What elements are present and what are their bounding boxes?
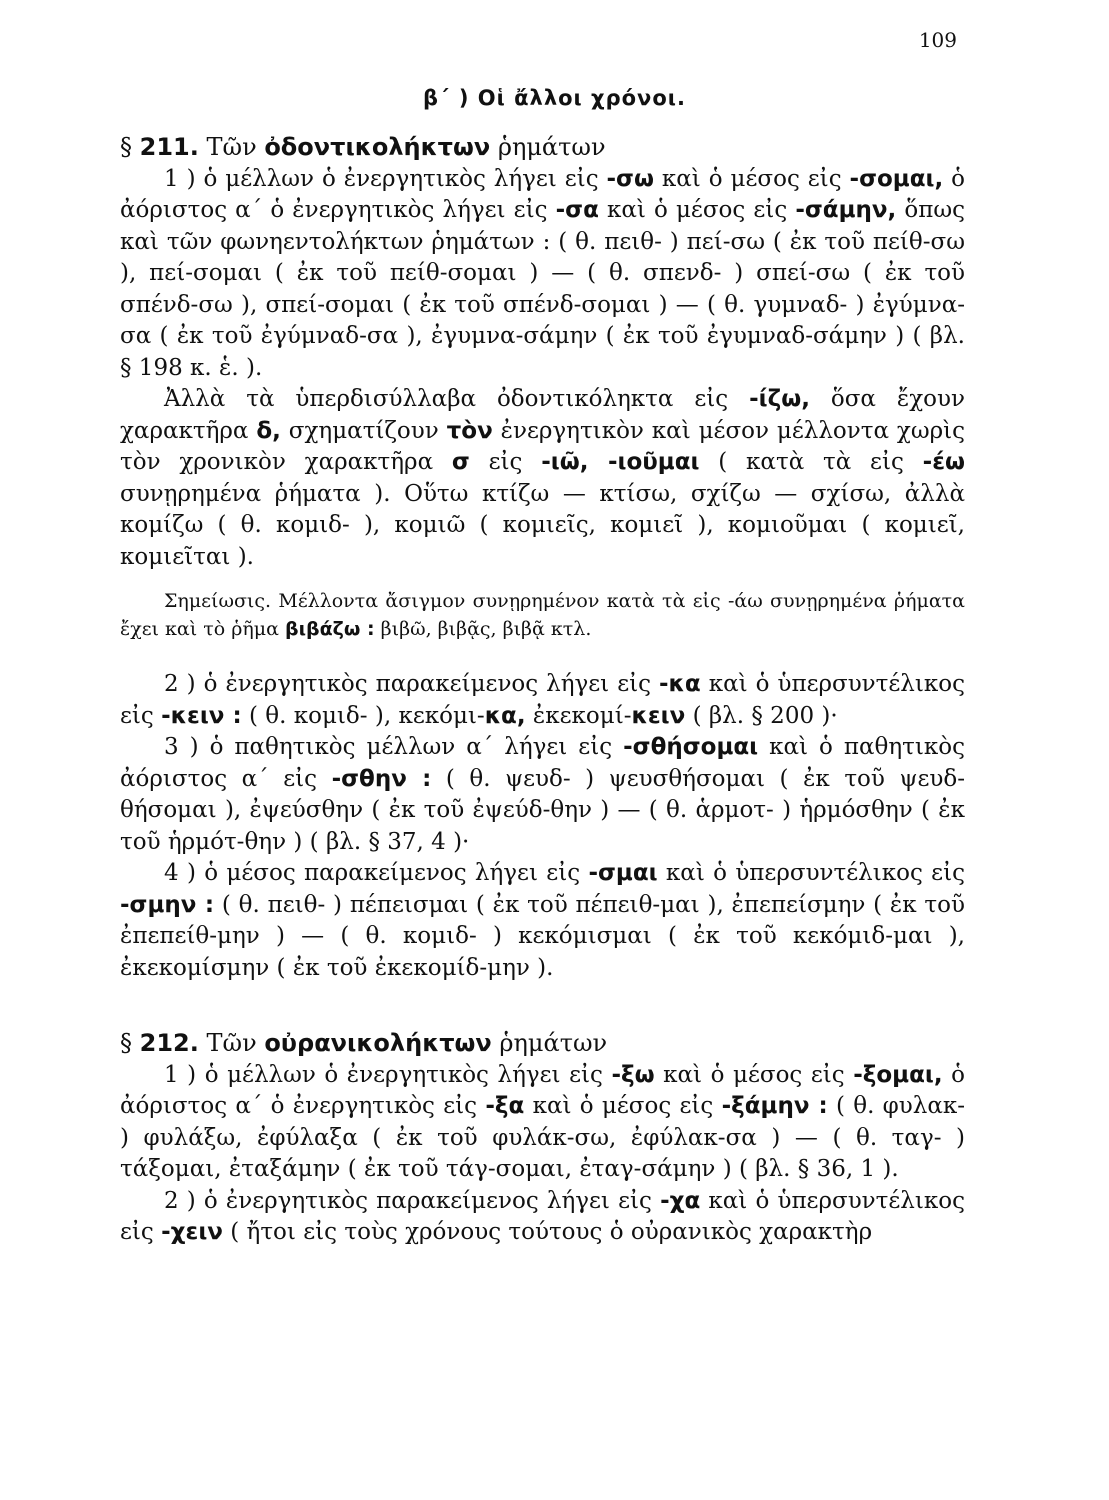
text-run: Ἀλλὰ τὰ ὑπερδισύλλαβα ὀδοντικόληκτα εἰς [164,386,750,412]
bold-term: κα, [484,702,526,729]
text-run: συνῃρημένα ῥήματα ). Οὕτω κτίζω — κτίσω, σχίζω — σχίσω, ἀλλὰ κομίζω ( θ. κομιδ- ), κομιῶ ( κομιεῖς, κομιεῖ ), κομιοῦμαι ( κομιεῖ, κομιεῖται ). [120,480,965,570]
bold-term: -σμην : [120,891,215,918]
bold-term: -σθήσομαι [623,734,759,760]
section-211-exception [120,384,965,573]
text-run: καὶ ὁ μέσος εἰς [598,197,796,223]
section-gap [120,984,965,1028]
text-run: Σημείωσις. Μέλλοντα ἄσιγμον συνῃρημένον κατὰ τὰ εἰς -άω συνῃρημένα ῥήματα ἔχει καὶ τὸ ῥῆμα [120,590,965,640]
bold-term: -σω [606,165,654,192]
text-run: βιβῶ, βιβᾷς, βιβᾷ κτλ. [374,618,592,640]
text-run: καὶ ὁ μέσος εἰς [654,1061,854,1088]
section-title-pre: Τῶν [206,1029,257,1057]
bold-term: -κειν : [161,702,242,729]
section-211-note [120,587,965,643]
text-run: ὁ ἀόριστος α´ ὁ ἐνεργητικὸς εἰς [120,1061,965,1119]
text-run: ( θ. φυλακ- ) φυλάξω, ἐφύλαξα ( ἐκ τοῦ φυλάκ-σω, ἐφύλακ-σα ) — ( θ. ταγ- ) τάξομαι, ἐταξάμην ( ἐκ τοῦ τάγ-σομαι, ἐταγ-σάμην ) ( βλ. § 36, 1 ). [120,1093,966,1182]
section-sign: § [120,133,132,161]
bold-term: δ, [256,417,281,444]
bold-term: -χειν [161,1219,223,1245]
bold-term: -ξομαι, [853,1061,943,1088]
bold-term: τὸν [446,417,493,444]
text-run: 2 ) ὁ ἐνεργητικὸς παρακείμενος λήγει εἰς [164,1187,661,1214]
text-run: ὁ ἀόριστος α´ ὁ ἐνεργητικὸς λήγει εἰς [120,165,965,223]
text-run: 4 ) ὁ μέσος παρακείμενος λήγει εἰς [164,860,589,886]
section-number: 212. [139,1029,199,1057]
bold-term: -έω [922,449,966,475]
text-run: ( βλ. § 200 )· [685,702,838,729]
section-212-rule-1 [120,1060,965,1186]
bold-term: -ξα [485,1093,525,1119]
bold-term: -σάμην, [795,197,897,223]
page-number: 109 [918,28,957,52]
bold-term: -σθην : [331,765,432,792]
section-title-post: ῥημάτων [497,133,606,161]
section-211-title [120,132,965,164]
text-run: καὶ ὁ μέσος εἰς [524,1093,722,1119]
text-run: 1 ) ὁ μέλλων ὁ ἐνεργητικὸς λήγει εἰς [164,1061,612,1088]
text-run: 3 ) ὁ παθητικὸς μέλλων α´ λήγει εἰς [164,734,624,760]
text-run: ( θ. ψευδ- ) ψευσθήσομαι ( ἐκ τοῦ ψευδ-θήσομαι ), ἐψεύσθην ( ἐκ τοῦ ἐψεύδ-θην ) — ( θ. ἁρμοτ- ) ἡρμόσθην ( ἐκ τοῦ ἡρμότ-θην ) ( βλ. § 37, 4 )· [120,765,965,855]
text-run: καὶ ὁ ὑπερσυντέλικος εἰς [657,860,966,886]
text-run: ἐκεκομί- [525,702,632,729]
section-number: 211. [139,133,199,161]
text-run: ( θ. πειθ- ) πέπεισμαι ( ἐκ τοῦ πέπειθ-μαι ), ἐπεπείσμην ( ἐκ τοῦ ἐπεπείθ-μην ) — ( θ. κομιδ- ) κεκόμισμαι ( ἐκ τοῦ κεκόμιδ-μαι ), ἐκεκομίσμην ( ἐκ τοῦ ἐκεκομίδ-μην ). [120,891,965,981]
section-212-rule-2 [120,1186,965,1249]
page-body [120,132,965,1249]
section-212-title [120,1028,965,1060]
text-run: ὅπως καὶ τῶν φωνηεντολήκτων ῥημάτων : ( θ. πειθ- ) πεί-σω ( ἐκ τοῦ πείθ-σω ), πεί-σομαι ( ἐκ τοῦ πείθ-σομαι ) — ( θ. σπενδ- ) σπεί-σω ( ἐκ τοῦ σπένδ-σω ), σπεί-σομαι ( ἐκ τοῦ σπένδ-σομαι ) — ( θ. γυμναδ- ) ἐγύμνα-σα ( ἐκ τοῦ ἐγύμναδ-σα ), ἐγυμνα-σάμην ( ἐκ τοῦ ἐγυμναδ-σάμην ) ( βλ. § 198 κ. ἑ. ). [120,197,965,381]
bold-term: -ίζω, [749,386,810,412]
bold-term: -σομαι, [849,165,944,192]
section-211-rule-3 [120,732,965,858]
text-run: 1 ) ὁ μέλλων ὁ ἐνεργητικὸς λήγει εἰς [164,165,607,192]
section-title-pre: Τῶν [206,133,257,161]
bold-term: -ξάμην : [721,1093,828,1119]
text-run: καὶ ὁ μέσος εἰς [653,165,850,192]
section-title-post: ῥημάτων [499,1029,608,1057]
bold-term: -ιῶ, -ιοῦμαι [541,449,700,475]
text-run: 2 ) ὁ ἐνεργητικὸς παρακείμενος λήγει εἰς [164,671,660,697]
bold-term: -σμαι [588,860,658,886]
text-run: καὶ ὁ παθητικὸς ἀόριστος α´ εἰς [120,734,966,792]
text-run: ἐνεργητικὸν καὶ μέσον μέλλοντα χωρὶς τὸν χρονικὸν χαρακτῆρα [120,417,965,475]
text-run: ( κατὰ τὰ εἰς [699,449,923,475]
text-run: καὶ ὁ ὑπερσυντέλικος εἰς [120,1187,966,1245]
text-run: καὶ ὁ ὑπερσυντέλικος εἰς [120,671,966,729]
bold-term: -σα [555,197,599,223]
section-211-rule-2 [120,669,965,732]
text-run: εἰς [469,449,542,475]
section-211-rule-1 [120,164,965,385]
section-title-bold: οὐρανικολήκτων [264,1029,492,1057]
section-sign: § [120,1029,132,1057]
bold-term: -κα [659,671,701,697]
section-title-bold: ὀδοντικολήκτων [264,133,491,161]
text-run: σχηματίζουν [280,417,447,444]
bold-term: -ξω [611,1061,655,1088]
text-run: ὅσα ἔχουν χαρακτῆρα [120,386,965,444]
text-run: ( ἤτοι εἰς τοὺς χρόνους τούτους ὁ οὐρανικὸς χαρακτὴρ [222,1219,873,1245]
bold-term: σ [451,449,470,475]
bold-term: κειν [631,702,686,729]
bold-term: -χα [660,1187,701,1214]
chapter-heading: β´ ) Οἱ ἄλλοι χρόνοι. [423,86,686,110]
section-211-rule-4 [120,858,965,984]
text-run: ( θ. κομιδ- ), κεκόμι- [241,702,485,729]
bold-term: βιβάζω : [285,618,375,640]
